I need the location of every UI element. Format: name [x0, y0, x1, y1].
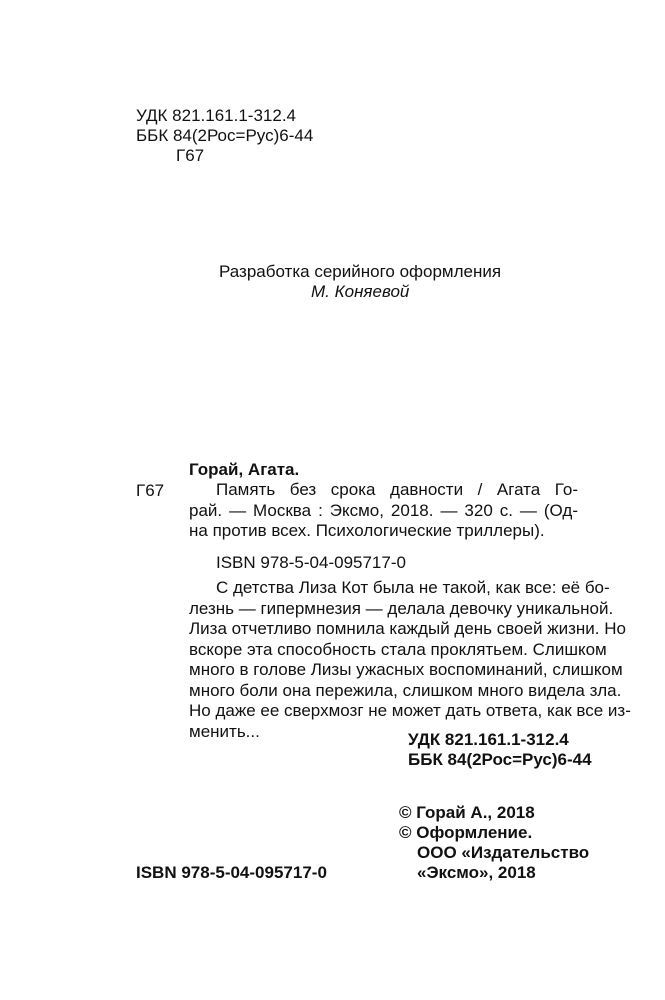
catalog-author-mark: Г67 [136, 481, 165, 500]
catalog-isbn: ISBN 978-5-04-095717-0 [216, 553, 406, 572]
annotation-line: много боли она пережила, слишком много видела зла. [189, 680, 622, 700]
annotation-line: вскоре эта способность стала проклятьем. Слишком [189, 639, 607, 659]
top-udk-code: УДК 821.161.1-312.4 [136, 106, 297, 125]
copyright-publisher-year: «Эксмо», 2018 [417, 863, 536, 882]
annotation-line: С детства Лиза Кот была не такой, как все: её бо- [216, 578, 610, 597]
catalog-bibliographic-continuation [189, 501, 578, 542]
annotation-line: Но даже ее сверхмозг не может дать ответа, как все из- [189, 701, 631, 720]
bib-line: Память без срока давности / Агата Го- [216, 480, 578, 499]
catalog-author: Горай, Агата. [189, 460, 300, 479]
bib-line: рай. — Москва : Эксмо, 2018. — 320 с. — (Од- [189, 500, 578, 520]
annotation-first-line [216, 578, 610, 599]
copyright-design: © Оформление. [399, 823, 533, 842]
copyright-publisher: ООО «Издательство [417, 843, 590, 862]
bottom-bbk-code: ББК 84(2Рос=Рус)6-44 [408, 750, 592, 769]
annotation-line: менить... [189, 721, 260, 741]
bottom-isbn: ISBN 978-5-04-095717-0 [136, 863, 327, 882]
top-bbk-code: ББК 84(2Рос=Рус)6-44 [136, 126, 314, 145]
annotation-line: много в голове Лизы ужасных воспоминаний, слишком [189, 660, 623, 679]
copyright-author: © Горай А., 2018 [399, 803, 535, 822]
annotation-line: Лиза отчетливо помнила каждый день своей жизни. Но [189, 619, 626, 638]
design-credit-title: Разработка серийного оформления [219, 262, 502, 281]
bottom-udk-code: УДК 821.161.1-312.4 [408, 730, 569, 749]
annotation-line: лезнь — гипермнезия — делала девочку уникальной. [189, 598, 614, 618]
bib-line: на против всех. Психологические триллеры). [189, 521, 545, 540]
annotation-body [189, 598, 631, 743]
catalog-bibliographic-description [216, 480, 578, 501]
design-credit-name: М. Коняевой [311, 282, 410, 301]
top-author-mark: Г67 [176, 146, 205, 165]
